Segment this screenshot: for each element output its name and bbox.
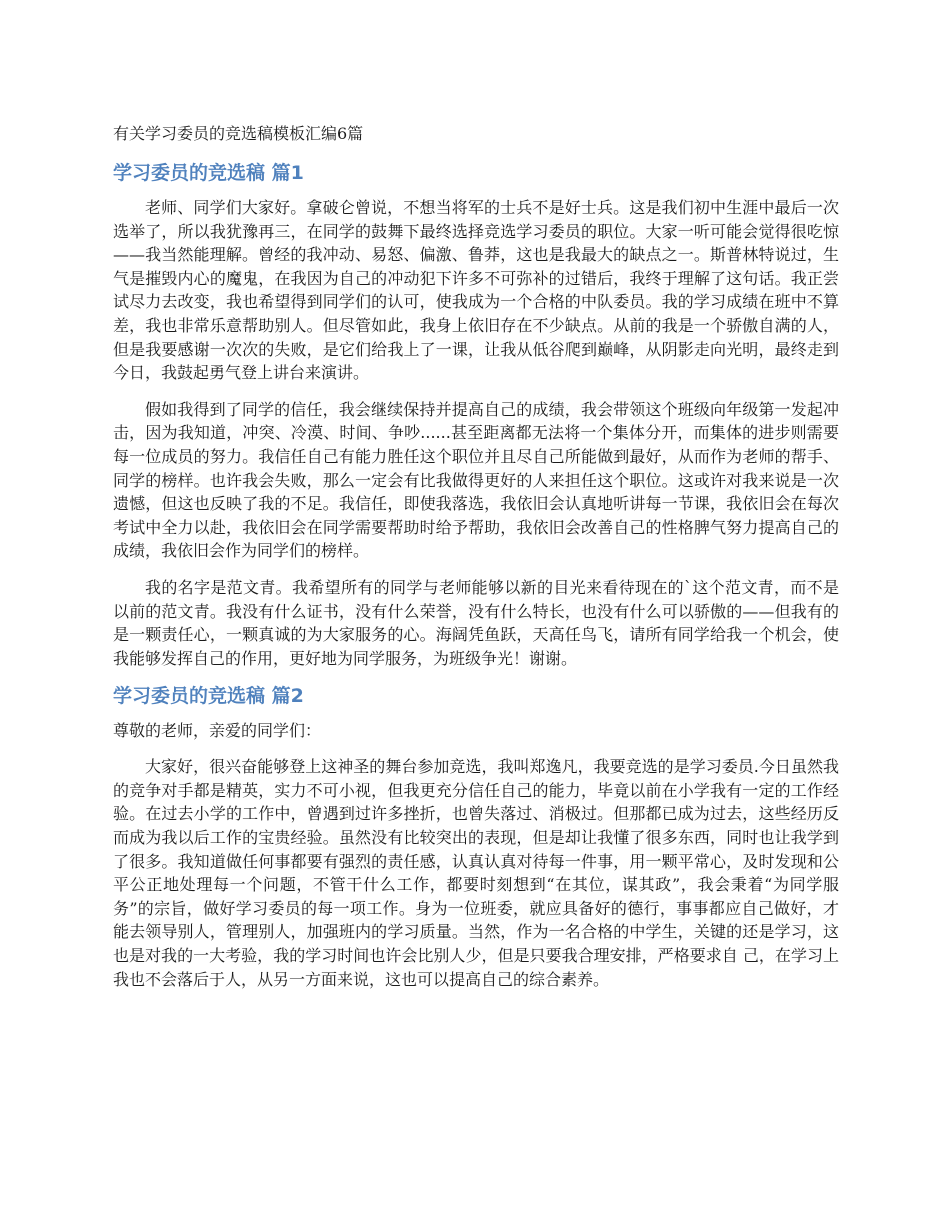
section-heading: 学习委员的竞选稿 篇1 bbox=[113, 162, 304, 184]
paragraph: 我的名字是范文青。我希望所有的同学与老师能够以新的目光来看待现在的`这个范文青，而不是以前的范文青。我没有什么证书，没有什么荣誉，没有什么特长，也没有什么可以骄傲的——但我有的是一颗责任心，一颗真诚的为大家服务的心。海阔凭鱼跃，天高任鸟飞，请所有同学给我一个机会，使我能够发挥自己的作用，更好地为同学服务，为班级争光！谢谢。 bbox=[113, 577, 839, 668]
paragraph: 大家好，很兴奋能够登上这神圣的舞台参加竞选，我叫郑逸凡，我要竞选的是学习委员.今日虽然我的竞争对手都是精英，实力不可小视，但我更充分信任自己的能力，毕竟以前在小学我有一定的工作经验。在过去小学的工作中，曾遇到过许多挫折，也曾失落过、消极过。但那都已成为过去，这些经历反而成为我以后工作的宝贵经验。虽然没有比较突出的表现，但是却让我懂了很多东西，同时也让我学到了很多。我知道做任何事都要有强烈的责任感，认真认真对待每一件事，用一颗平常心，及时发现和公平公正地处理每一个问题，不管干什么工作，都要时刻想到“在其位，谋其政”，我会秉着“为同学服务”的宗旨，做好学习委员的每一项工作。身为一位班委，就应具备好的德行，事事都应自己做好，才能去领导别人，管理别人，加强班内的学习质量。当然，作为一名合格的中学生，关键的还是学习，这也是对我的一大考验，我的学习时间也许会比别人少，但是只要我合理安排，严格要求自 己，在学习上我也不会落后于人，从另一方面来说，这也可以提高自己的综合素养。 bbox=[113, 757, 839, 989]
document-page bbox=[113, 122, 839, 1004]
paragraph: 老师、同学们大家好。拿破仑曾说，不想当将军的士兵不是好士兵。这是我们初中生涯中最后一次选举了，所以我犹豫再三，在同学的鼓舞下最终选择竞选学习委员的职位。大家一听可能会觉得很吃惊——我当然能理解。曾经的我冲动、易怒、偏激、鲁莽，这也是我最大的缺点之一。斯普林特说过，生气是摧毁内心的魔鬼，在我因为自己的冲动犯下许多不可弥补的过错后，我终于理解了这句话。我正尝试尽力去改变，我也希望得到同学们的认可，使我成为一个合格的中队委员。我的学习成绩在班中不算差，我也非常乐意帮助别人。但尽管如此，我身上依旧存在不少缺点。从前的我是一个骄傲自满的人，但是我要感谢一次次的失败，是它们给我上了一课，让我从低谷爬到巅峰，从阴影走向光明，最终走到今日，我鼓起勇气登上讲台来演讲。 bbox=[113, 198, 839, 383]
salutation: 尊敬的老师，亲爱的同学们： bbox=[113, 721, 322, 741]
section-2 bbox=[113, 683, 839, 991]
paragraph: 假如我得到了同学的信任，我会继续保持并提高自己的成绩，我会带领这个班级向年级第一发起冲击，因为我知道，冲突、冷漠、时间、争吵......甚至距离都无法将一个集体分开，而集体的进步则需要每一位成员的努力。我信任自己有能力胜任这个职位并且尽自己所能做到最好，从而作为老师的帮手、同学的榜样。也许我会失败，那么一定会有比我做得更好的人来担任这个职位。这或许对我来说是一次遗憾，但这也反映了我的不足。我信任，即使我落选，我依旧会认真地听讲每一节课，我依旧会在每次考试中全力以赴，我依旧会在同学需要帮助时给予帮助，我依旧会改善自己的性格脾气努力提高自己的成绩，我依旧会作为同学们的榜样。 bbox=[113, 399, 839, 561]
section-heading: 学习委员的竞选稿 篇2 bbox=[113, 685, 304, 708]
document-title: 有关学习委员的竞选稿模板汇编6篇 bbox=[113, 124, 364, 143]
section-1 bbox=[113, 160, 839, 670]
